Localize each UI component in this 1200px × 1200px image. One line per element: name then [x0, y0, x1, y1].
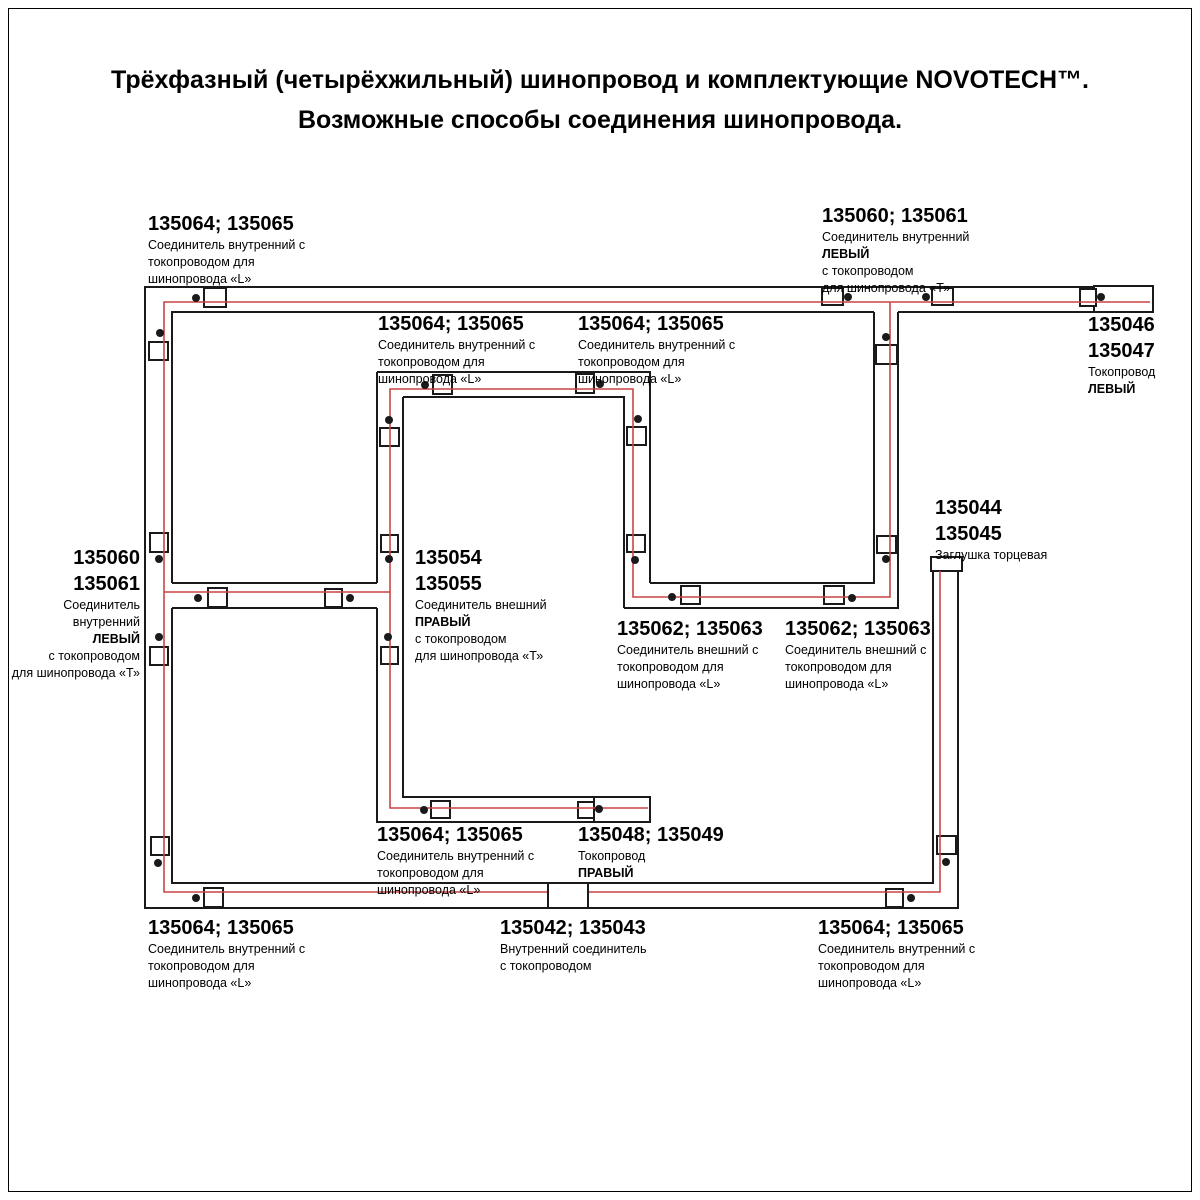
- connector-box: [877, 536, 896, 553]
- connector-box: [627, 535, 645, 552]
- connector-box: [204, 888, 223, 907]
- connector-box: [627, 427, 646, 445]
- part-label-135062-ext-right: 135062; 135063 Соединитель внешний с токопроводом для шинопровода «L»: [785, 618, 931, 691]
- connector-box: [151, 837, 169, 855]
- contact-dot: [155, 633, 163, 641]
- contact-dot: [634, 415, 642, 423]
- part-label-135060-tee-left: 135060 135061 Соединитель внутренний ЛЕВЫЙ с токопроводом для шинопровода «Т»: [11, 547, 140, 680]
- contact-dot: [420, 806, 428, 814]
- contact-dot: [346, 594, 354, 602]
- part-label-135064-bottom-right: 135064; 135065 Соединитель внутренний с токопроводом для шинопровода «L»: [818, 917, 976, 990]
- track-bridge: [172, 583, 377, 608]
- contact-dot: [631, 556, 639, 564]
- contact-dot: [668, 593, 676, 601]
- contact-dot: [192, 294, 200, 302]
- connector-box: [204, 288, 226, 307]
- part-label-135060-top-right: 135060; 135061 Соединитель внутренний ЛЕВЫЙ с токопроводом для шинопровода «Т»: [822, 205, 970, 295]
- connector-box: [208, 588, 227, 607]
- contact-dot: [384, 633, 392, 641]
- contact-dot: [1097, 293, 1105, 301]
- part-label-135046-feed-left: 135046 135047 Токопровод ЛЕВЫЙ: [1088, 314, 1156, 396]
- part-label-135044-end-cap: 135044 135045 Заглушка торцевая: [935, 497, 1048, 562]
- part-label-135064-bottom-inner: 135064; 135065 Соединитель внутренний с токопроводом для шинопровода «L»: [377, 824, 535, 897]
- contact-dot: [155, 555, 163, 563]
- part-label-135064-bottom-left: 135064; 135065 Соединитель внутренний с токопроводом для шинопровода «L»: [148, 917, 306, 990]
- contact-dot: [595, 805, 603, 813]
- part-label-135064-mid-left: 135064; 135065 Соединитель внутренний с токопроводом для шинопровода «L»: [378, 313, 536, 386]
- connector-box: [150, 533, 168, 552]
- contact-dot: [942, 858, 950, 866]
- part-label-135054-tee-outer: 135054 135055 Соединитель внешний ПРАВЫЙ с токопроводом для шинопровода «Т»: [415, 547, 547, 663]
- part-label-135064-mid-right: 135064; 135065 Соединитель внутренний с токопроводом для шинопровода «L»: [578, 313, 736, 386]
- connector-box: [824, 586, 844, 604]
- part-label-135062-ext-left: 135062; 135063 Соединитель внешний с токопроводом для шинопровода «L»: [617, 618, 763, 691]
- connector-box: [681, 586, 700, 604]
- contact-dot: [882, 333, 890, 341]
- contact-dot: [848, 594, 856, 602]
- part-label-135064-top-left: 135064; 135065 Соединитель внутренний с токопроводом для шинопровода «L»: [148, 213, 306, 286]
- connector-box: [149, 342, 168, 360]
- page-title-line-1: Трёхфазный (четырёхжильный) шинопровод и комплектующие NOVOTECH™.: [111, 66, 1089, 94]
- contact-dot: [882, 555, 890, 563]
- power-wire: [164, 302, 1150, 892]
- part-label-135042-straight: 135042; 135043 Внутренний соединитель с токопроводом: [500, 917, 647, 973]
- contact-dot: [385, 555, 393, 563]
- part-label-135048-feed-right: 135048; 135049 Токопровод ПРАВЫЙ: [578, 824, 724, 880]
- page-title-line-2: Возможные способы соединения шинопровода.: [297, 106, 903, 134]
- connector-box: [1080, 289, 1096, 306]
- contact-dot: [385, 416, 393, 424]
- contact-dot: [907, 894, 915, 902]
- connector-box: [150, 647, 168, 665]
- contact-dot: [192, 894, 200, 902]
- connector-box: [876, 345, 897, 364]
- connector-box: [431, 801, 450, 818]
- connector-box: [578, 802, 594, 818]
- contact-dot: [194, 594, 202, 602]
- contact-dot: [156, 329, 164, 337]
- contact-dot: [154, 859, 162, 867]
- straight-connector-box: [548, 883, 588, 908]
